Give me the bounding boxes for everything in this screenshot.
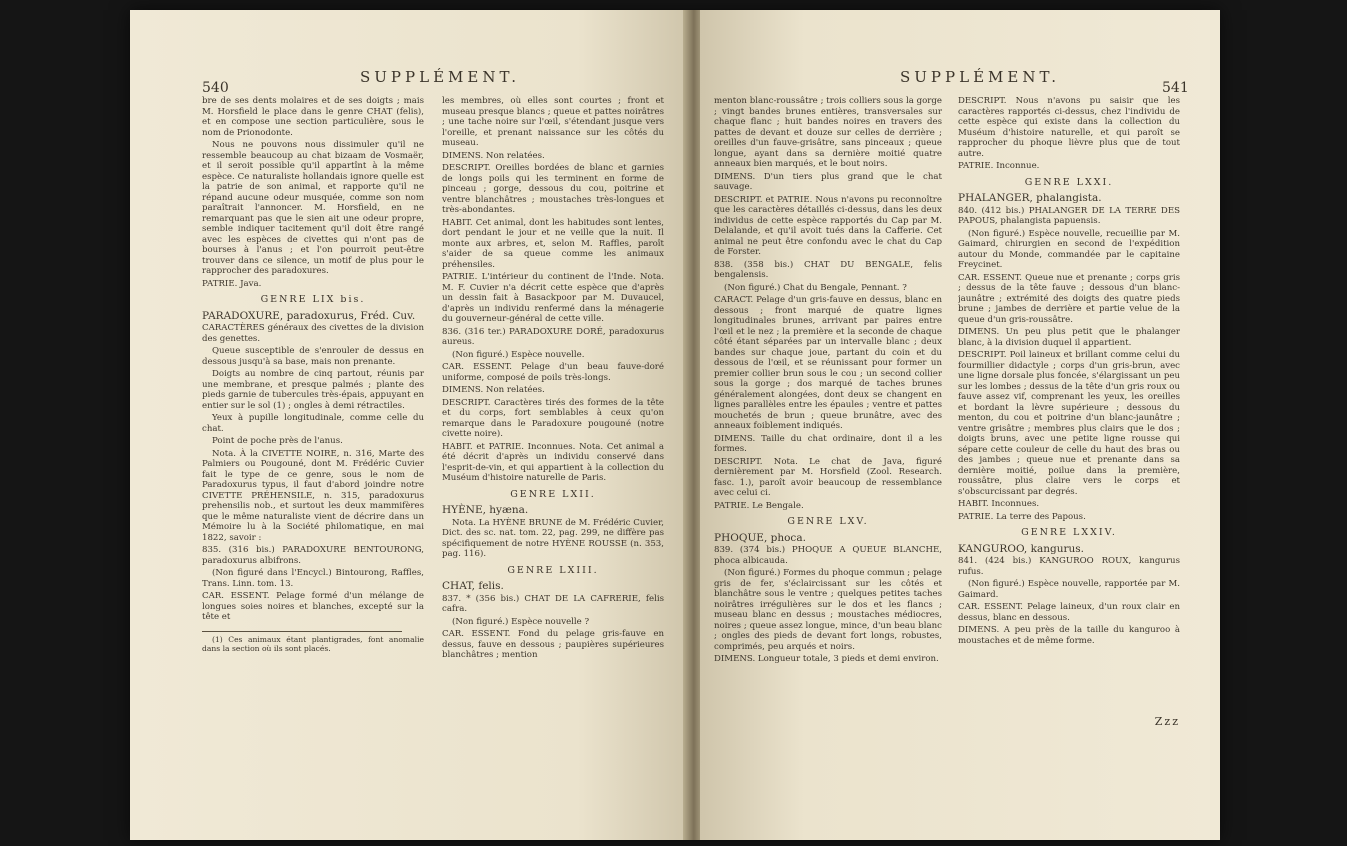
right-column-1: [714, 96, 942, 786]
footnote: (1) Ces animaux étant plantigrades, font anomalie dans la section où ils sont placés.: [202, 634, 424, 653]
paragraph: (Non figuré.) Formes du phoque commun ; pelage gris de fer, s'éclaircissant sur les côtés et blanchâtre sous le ventre ; quelques petites taches noirâtres irrégulières sur le dos et les flancs ; museau blanc en dessus ; moustaches médiocres, noires ; queue assez longue, mince, d'un beau blanc ; ongles des pieds de devant fort longs, robustes, comprimés, peu arqués et noirs.: [714, 568, 942, 652]
paragraph: CAR. ESSENT. Pelage laineux, d'un roux clair en dessus, blanc en dessous.: [958, 602, 1180, 623]
patrie: PATRIE. Inconnue.: [958, 161, 1040, 171]
genus-title: PHALANGER, phalangista.: [958, 192, 1102, 204]
paragraph: DIMENS. Un peu plus petit que le phalanger blanc, à la division duquel il appartient.: [958, 327, 1180, 348]
paragraph: Nous ne pouvons nous dissimuler qu'il ne ressemble beaucoup au chat bizaam de Vosmaër, et il seroit possible qu'il appartînt à la même espèce. Ce naturaliste hollandais ignore quelle est la patrie de son animal, et rapporte qu'il ne répand aucune odeur musquée, comme son nom paraîtrait l'annoncer. M. Horsfield, en ne remarquant pas que le sien ait une odeur propre, semble indiquer tacitement qu'il doit être rangé avec les espèces de civettes qui n'ont pas de bourses à l'anus ; et l'on pourroit peut-être trouver dans ce silence, un motif de plus pour le rapprocher des paradoxures.: [202, 140, 424, 276]
book-spread: [130, 10, 1220, 840]
paragraph: DESCRIPT. Caractères tirés des formes de la tête et du corps, fort semblables à ceux qu'on remarque dans le Paradoxure pougouné (notre civette noire).: [442, 397, 664, 439]
patrie: PATRIE. La terre des Papous.: [958, 511, 1086, 522]
species-entry: 840. (412 bis.) PHALANGER DE LA TERRE DES PAPOUS, phalangista papuensis.: [958, 205, 1180, 226]
paragraph: (Non figuré.) Espèce nouvelle, recueillie par M. Gaimard, chirurgien en second de l'expédition autour du Monde, commandée par le capitaine Freycinet.: [958, 228, 1180, 270]
patrie: PATRIE. Le Bengale.: [714, 500, 804, 511]
paragraph: DESCRIPT. Poil laineux et brillant comme celui du fourmillier didactyle ; corps d'un gris-brun, avec une ligne dorsale plus foncée, s'élargissant un peu sur les lombes ; dessus de la tête d'un gris roux ou fauve assez vif, comprenant les yeux, les oreilles et bordant la lèvre supérieure ; dessous du menton, du cou et poitrine d'un blanc-jaunâtre ; ventre grisâtre ; membres plus clairs que le dos ; doigts bruns, avec une petite ligne rousse qui sépare cette couleur de celle du haut des bras ou des jambes ; queue nue et prenante dans sa dernière moitié, poilue dans la première, roussâtre, plus claire vers le corps et s'obscurcissant par degrés.: [958, 350, 1180, 497]
genus-title: KANGUROO, kangurus.: [958, 542, 1084, 555]
paragraph: (Non figuré.) Espèce nouvelle ?: [452, 616, 590, 627]
species-entry: 835. (316 bis.) PARADOXURE BENTOURONG, paradoxurus albifrons.: [202, 545, 424, 566]
paragraph: Nota. À la CIVETTE NOIRE, n. 316, Marte des Palmiers ou Pougouné, dont M. Frédéric Cuvier fait le type de ce genre, sous le nom de Paradoxurus typus, il faut d'abord joindre notre CIVETTE PRÉHENSILE, n. 315, paradoxurus prehensilis nob., et surtout les deux mammifères que le même naturaliste vient de décrire dans un Mémoire lu à la Société philomatique, en mai 1822, savoir :: [202, 448, 424, 543]
species-entry: 839. (374 bis.) PHOQUE A QUEUE BLANCHE, phoca albicauda.: [714, 545, 942, 566]
paragraph: CAR. ESSENT. Pelage d'un beau fauve-doré uniforme, composé de poils très-longs.: [442, 362, 664, 383]
species-entry: 836. (316 ter.) PARADOXURE DORÉ, paradoxurus aureus.: [442, 326, 664, 347]
genus-title: CHAT, felis.: [442, 580, 504, 592]
genre-heading: GENRE LXII.: [510, 488, 596, 500]
paragraph: DESCRIPT. Nota. Le chat de Java, figuré dernièrement par M. Horsfield (Zool. Research. fasc. 1.), paroît avoir beaucoup de ressemblance avec celui ci.: [714, 456, 942, 498]
paragraph: Point de poche près de l'anus.: [212, 436, 343, 446]
paragraph: (Non figuré dans l'Encycl.) Bintourong, Raffles, Trans. Linn. tom. 13.: [202, 568, 424, 589]
paragraph: HABIT. et PATRIE. Inconnues. Nota. Cet animal a été décrit d'après un individu conservé dans l'esprit-de-vin, et qui appartient à la collection du Muséum d'histoire naturelle de Paris.: [442, 441, 664, 483]
paragraph: HABIT. Cet animal, dont les habitudes sont lentes, dort pendant le jour et ne veille que la nuit. Il monte aux arbres, et, selon M. Raffles, paroît s'aider de sa queue comme les animaux préhensiles.: [442, 217, 664, 270]
species-entry: 841. (424 bis.) KANGUROO ROUX, kangurus rufus.: [958, 556, 1180, 577]
genre-heading: GENRE LIX bis.: [260, 294, 366, 305]
paragraph: (Non figuré.) Chat du Bengale, Pennant. ?: [724, 282, 907, 293]
paragraph: (Non figuré.) Espèce nouvelle, rapportée par M. Gaimard.: [958, 579, 1180, 600]
left-page: [130, 10, 690, 840]
paragraph: PATRIE. L'intérieur du continent de l'Inde. Nota. M. F. Cuvier n'a décrit cette espèce que d'après un dessin fait à Basackpoor par M. Duvaucel, d'après un individu renfermé dans la ménagerie du gouverneur-général de cette ville.: [442, 272, 664, 324]
paragraph: CARACTÈRES généraux des civettes de la division des genettes.: [202, 323, 424, 344]
left-column-2: [442, 96, 664, 786]
paragraph: Nota. La HYÈNE BRUNE de M. Frédéric Cuvier, Dict. des sc. nat. tom. 22, pag. 299, ne diffère pas spécifiquement de notre HYÈNE ROUSSE (n. 353, pag. 116).: [442, 517, 664, 559]
genus-title: PARADOXURE, paradoxurus, Fréd. Cuv.: [202, 309, 416, 322]
paragraph: Yeux à pupille longitudinale, comme celle du chat.: [202, 413, 424, 434]
paragraph: DESCRIPT. et PATRIE. Nous n'avons pu reconnoître que les caractères détaillés ci-dessus, dans les deux individus de cette espèce rapportés du Cap par M. Delalande, et qu'il avoit tués dans la Cafferie. Cet animal ne peut être confondu avec le chat du Cap de Forster.: [714, 194, 942, 257]
genre-heading: GENRE LXIII.: [507, 564, 599, 576]
patrie: PATRIE. Java.: [202, 278, 262, 289]
paragraph: bre de ses dents molaires et de ses doigts ; mais M. Horsfield le place dans le genre CHAT (felis), et en compose une section particulière, sous le nom de Prionodonte.: [202, 96, 424, 138]
paragraph: DESCRIPT. Oreilles bordées de blanc et garnies de longs poils qui les terminent en forme de pinceau ; gorge, dessous du cou, poitrine et ventre blanchâtres ; moustaches très-longues et très-abondantes.: [442, 163, 664, 215]
genre-heading: GENRE LXV.: [787, 516, 869, 527]
left-page-number: 540: [202, 80, 229, 96]
paragraph: Queue susceptible de s'enrouler de dessus en dessous jusqu'à sa base, mais non prenante.: [202, 346, 424, 367]
paragraph: DIMENS. Non relatées.: [442, 385, 545, 395]
paragraph: DIMENS. Longueur totale, 3 pieds et demi environ.: [714, 654, 939, 664]
paragraph: HABIT. Inconnues.: [958, 499, 1040, 509]
paragraph: DIMENS. Non relatées.: [442, 150, 545, 161]
right-page: [700, 10, 1220, 840]
paragraph: DESCRIPT. Nous n'avons pu saisir que les caractères rapportés ci-dessus, chez l'individu de cette espèce qui existe dans la collection du Muséum d'histoire naturelle, et qui paroît se rapprocher du phoque lièvre plus que de tout autre.: [958, 96, 1180, 159]
footnote-rule: [202, 631, 402, 632]
signature-mark: Zzz: [1154, 715, 1180, 728]
species-entry: 838. (358 bis.) CHAT DU BENGALE, felis bengalensis.: [714, 259, 942, 280]
right-running-head: SUPPLÉMENT.: [900, 68, 1061, 86]
paragraph: Doigts au nombre de cinq partout, réunis par une membrane, et presque palmés ; plante des pieds garnie de tubercules très-épais, appuyant en entier sur le sol (1) ; ongles à demi rétractiles.: [202, 369, 424, 411]
species-entry: 837. * (356 bis.) CHAT DE LA CAFRERIE, felis cafra.: [442, 593, 664, 614]
left-column-1: [202, 96, 424, 786]
genre-heading: GENRE LXXIV.: [1021, 527, 1117, 538]
paragraph: CAR. ESSENT. Fond du pelage gris-fauve en dessus, fauve en dessous ; paupières supérieures blanchâtres ; mention: [442, 629, 664, 660]
paragraph: menton blanc-roussâtre ; trois colliers sous la gorge ; vingt bandes brunes entières, transversales sur chaque flanc ; huit bandes noires en travers des pattes de devant et douze sur celles de derrière ; oreilles d'un fauve-grisâtre, sans pinceaux ; queue longue, ayant dans sa dernière moitié quatre anneaux bien marqués, et le bout noirs.: [714, 96, 942, 169]
left-running-head: SUPPLÉMENT.: [360, 68, 521, 86]
paragraph: (Non figuré.) Espèce nouvelle.: [452, 349, 585, 360]
genre-heading: GENRE LXXI.: [1024, 176, 1114, 188]
right-column-2: [958, 96, 1180, 786]
paragraph: DIMENS. D'un tiers plus grand que le chat sauvage.: [714, 171, 942, 192]
paragraph: DIMENS. Taille du chat ordinaire, dont il a les formes.: [714, 433, 942, 454]
genus-title: PHOQUE, phoca.: [714, 531, 806, 544]
paragraph: CAR. ESSENT. Queue nue et prenante ; corps gris ; dessus de la tête fauve ; dessous d'un blanc-jaunâtre ; extrémité des doigts des quatre pieds brune ; jambes de derrière et partie velue de la queue d'un gris-roussâtre.: [958, 272, 1180, 325]
paragraph: les membres, où elles sont courtes ; front et museau presque blancs ; queue et pattes noirâtres ; une tache noire sur l'œil, s'étendant jusque vers l'oreille, et prenant naissance sur les côtés du museau.: [442, 96, 664, 148]
right-page-number: 541: [1162, 80, 1189, 96]
genus-title: HYÈNE, hyæna.: [442, 504, 529, 516]
paragraph: CARACT. Pelage d'un gris-fauve en dessus, blanc en dessous ; front marqué de quatre lignes longitudinales brunes, arrivant par paires entre l'œil et le nez ; la première et la seconde de chaque côté étant séparées par un intervalle blanc ; deux bandes sur chaque joue, partant du coin et du dessous de l'œil, et se réunissant pour former un premier collier brun sous le cou ; un second collier sous la gorge ; dos marqué de taches brunes généralement alongées, dont deux se changent en lignes parallèles entre les épaules ; ventre et pattes mouchetés de brun ; queue brunâtre, avec des anneaux foiblement indiqués.: [714, 295, 942, 431]
paragraph: DIMENS. A peu près de la taille du kanguroo à moustaches et de même forme.: [958, 625, 1180, 646]
paragraph: CAR. ESSENT. Pelage formé d'un mélange de longues soies noires et blanches, excepté sur la tête et: [202, 591, 424, 622]
